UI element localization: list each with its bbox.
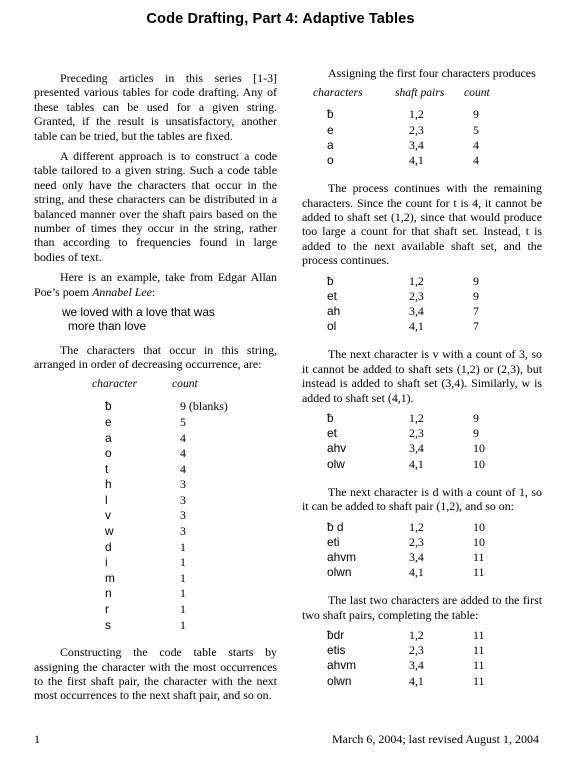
table-row [302,107,542,122]
shaft-pair-cell: 2,3 [409,426,424,441]
characters-cell: etis [327,643,346,658]
character-cell: n [105,586,112,601]
shaft-pair-cell: 3,4 [409,549,424,564]
left-column [34,71,277,709]
count-cell: 9 [473,288,479,303]
paragraph: The next character is v with a count of 3, so it cannot be added to shaft sets (1,2) or (2,3), but instead is added to shaft set (3,4). Similarly, w is added to shaft set (4,1). [302,347,542,405]
table-row [302,153,542,168]
character-cell: ƀ [105,399,112,414]
characters-cell: olwn [327,673,352,688]
page-title: Code Drafting, Part 4: Adaptive Tables [146,11,415,27]
table-row [302,289,542,304]
character-cell: d [105,539,112,554]
count-cell: 3 [180,508,186,523]
page-number: 1 [34,732,40,746]
count-cell: 9 (blanks) [180,399,228,414]
paragraph: The last two characters are added to the first two shaft pairs, completing the table: [302,593,542,622]
shaft-pair-cell: 1,2 [409,273,424,288]
characters-cell: olwn [327,565,352,580]
character-cell: l [105,492,108,507]
table-row [34,399,277,415]
poem-quote [62,305,277,333]
shaft-pair-cell: 1,2 [409,628,424,643]
paragraph: Assigning the first four characters produces [328,66,536,80]
characters-cell: o [327,152,334,167]
count-cell: 7 [473,319,479,334]
characters-cell: ƀ [327,273,334,288]
column-header: character [92,377,138,391]
column-header: shaft pairs [395,86,445,100]
footer-date: March 6, 2004; last revised August 1, 2004 [332,732,539,746]
count-cell: 4 [473,137,479,152]
shaft-pair-cell: 3,4 [409,303,424,318]
shaft-pair-cell: 4,1 [409,152,424,167]
character-cell: w [105,524,114,539]
shaft-pair-cell: 2,3 [409,643,424,658]
characters-cell: ah [327,303,341,318]
paragraph: A different approach is to construct a code table tailored to a given string. Such a code table need only have the characters that occur in the string, and these characters can be distributed in a balanced manner over the shaft pairs based on the number of times they occur in the string, rather than according to frequencies found in large bodies of text. [34,149,277,264]
table-row [34,508,277,524]
paragraph: Preceding articles in this series [1-3] presented various tables for code drafting. Any of these tables can be used for a given string. Granted, if the result is unsatisfactory, another table can be tried, but the tables are fixed. [34,71,277,143]
characters-cell: ahvm [327,549,357,564]
characters-cell: et [327,288,337,303]
table-row [302,411,542,426]
poem-line: more than love [68,319,147,334]
table-row [302,565,542,580]
shaft-pair-cell: 1,2 [409,410,424,425]
paragraph-text: Here is an example, take from Edgar Allan Poe’s poem [34,270,277,299]
frequency-table [34,377,277,633]
table-row [302,426,542,441]
paragraph-text: : [151,284,156,299]
column-header: characters [313,86,363,100]
paragraph: The next character is d with a count of 1, so it can be added to shaft pair (1,2), and so on: [302,484,542,514]
count-cell: 3 [180,524,186,539]
count-cell: 11 [473,628,485,643]
table-row [302,304,542,319]
count-cell: 11 [473,565,485,580]
shaft-pair-cell: 3,4 [409,441,424,456]
shaft-table [302,86,542,168]
paragraph [34,270,277,299]
shaft-table-header [302,86,542,102]
character-cell: a [105,430,112,445]
count-cell: 1 [180,539,186,554]
count-cell: 5 [180,414,186,429]
table-row [302,319,542,334]
table-row [34,477,277,493]
table-row [302,643,542,658]
character-cell: s [105,617,111,632]
column-header: count [464,86,490,100]
table-row [34,446,277,462]
table-row [34,618,277,634]
table-row [34,571,277,587]
characters-cell: e [327,122,334,137]
count-cell: 10 [473,456,485,471]
characters-cell: ƀdr [327,628,345,643]
shaft-table [302,274,542,335]
characters-cell: ƀ [327,107,334,122]
shaft-pair-cell: 4,1 [409,673,424,688]
count-cell: 9 [473,107,479,122]
count-cell: 1 [180,586,186,601]
characters-cell: olw [327,456,345,471]
characters-cell: ahv [327,441,347,456]
count-cell: 9 [473,410,479,425]
table-row [302,457,542,472]
table-row [34,524,277,540]
shaft-pair-cell: 1,2 [409,519,424,534]
column-header: count [172,377,198,391]
count-cell: 11 [473,549,485,564]
table-row [302,628,542,643]
table-row [302,535,542,550]
shaft-pair-cell: 3,4 [409,137,424,152]
count-cell: 10 [473,534,485,549]
shaft-pair-cell: 4,1 [409,319,424,334]
characters-cell: ƀ [327,410,334,425]
count-cell: 1 [180,602,186,617]
count-cell: 3 [180,477,186,492]
characters-cell: a [327,137,334,152]
shaft-table [302,628,542,689]
count-cell: 1 [180,555,186,570]
characters-cell: ƀ d [327,519,344,534]
count-cell: 9 [473,273,479,288]
count-cell: 3 [180,492,186,507]
table-row [302,274,542,289]
table-row [34,586,277,602]
table-row [34,540,277,556]
count-cell: 4 [180,430,186,445]
characters-cell: eti [327,534,340,549]
right-column [302,66,542,702]
characters-cell: et [327,426,337,441]
shaft-pair-cell: 3,4 [409,658,424,673]
table-row [34,462,277,478]
count-cell: 5 [473,122,479,137]
characters-cell: ol [327,319,337,334]
shaft-pair-cell: 2,3 [409,288,424,303]
paragraph: The process continues with the remaining characters. Since the count for t is 4, it cannot be added to shaft set (1,2), since that would produce too large a count for that shaft set. Instead, t is added to the next available shaft set, and the process continues. [302,181,542,268]
table-row [34,415,277,431]
shaft-pair-cell: 1,2 [409,107,424,122]
count-cell: 4 [473,152,479,167]
table-row [34,431,277,447]
table-row [302,123,542,138]
count-cell: 7 [473,303,479,318]
character-cell: m [105,570,115,585]
shaft-pair-cell: 2,3 [409,534,424,549]
count-cell: 1 [180,570,186,585]
table-row [302,441,542,456]
shaft-table [302,520,542,581]
count-cell: 9 [473,426,479,441]
character-cell: o [105,446,112,461]
count-cell: 11 [473,643,485,658]
table-row [34,602,277,618]
poem-title: Annabel Lee [92,284,152,299]
character-cell: i [105,555,108,570]
poem-line: we loved with a love that was [62,305,215,320]
character-cell: t [105,461,109,476]
shaft-pair-cell: 2,3 [409,122,424,137]
character-cell: h [105,477,112,492]
table-row [302,520,542,535]
count-cell: 4 [180,461,186,476]
paragraph: The characters that occur in this string, arranged in order of decreasing occurrence, are: [34,342,277,371]
frequency-table-header [34,377,277,393]
table-row [302,550,542,565]
table-row [302,674,542,689]
character-cell: r [105,602,109,617]
count-cell: 11 [473,658,485,673]
count-cell: 10 [473,441,485,456]
table-row [302,138,542,153]
count-cell: 4 [180,446,186,461]
count-cell: 10 [473,519,485,534]
characters-cell: ahvm [327,658,357,673]
table-row [34,493,277,509]
count-cell: 1 [180,617,186,632]
character-cell: e [105,414,112,429]
shaft-pair-cell: 4,1 [409,456,424,471]
count-cell: 11 [473,673,485,688]
paragraph: Constructing the code table starts by assigning the character with the most occurrences to the first shaft pair, the character with the next most occurrences to the next shaft pair, and so on. [34,645,277,703]
table-row [34,555,277,571]
character-cell: v [105,508,111,523]
shaft-table [302,411,542,472]
table-row [302,658,542,673]
shaft-pair-cell: 4,1 [409,565,424,580]
